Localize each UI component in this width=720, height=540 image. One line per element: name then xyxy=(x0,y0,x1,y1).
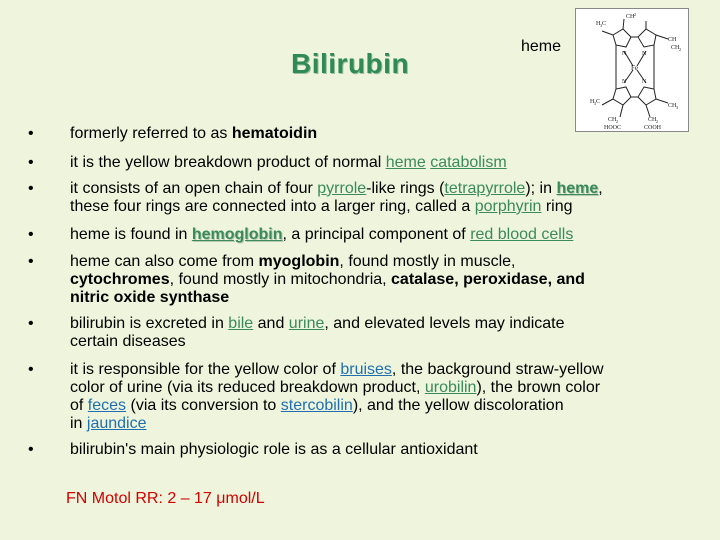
link-bile[interactable]: bile xyxy=(228,315,254,332)
svg-text:CH: CH xyxy=(668,103,677,109)
bullet-marker: • xyxy=(28,361,34,378)
link-urobilin[interactable]: urobilin xyxy=(424,379,477,396)
link-feces[interactable]: feces xyxy=(87,397,127,414)
link-heme-bold[interactable]: heme xyxy=(556,180,599,197)
svg-text:2: 2 xyxy=(679,47,681,52)
bullet-marker: • xyxy=(28,180,34,197)
link-catabolism[interactable]: catabolism xyxy=(430,154,507,171)
bullet-marker: • xyxy=(28,125,34,142)
svg-text:CH: CH xyxy=(671,45,680,51)
term-myoglobin: myoglobin xyxy=(258,253,340,270)
heme-label: heme xyxy=(521,38,562,55)
link-hemoglobin[interactable]: hemoglobin xyxy=(191,226,283,243)
link-stercobilin[interactable]: stercobilin xyxy=(280,397,353,414)
bullet-marker: • xyxy=(28,253,34,270)
link-heme[interactable]: heme xyxy=(385,154,426,171)
svg-text:H: H xyxy=(596,21,601,27)
term-enzymes: catalase, peroxidase, and xyxy=(391,271,585,288)
svg-text:Fe: Fe xyxy=(631,64,638,72)
svg-text:H: H xyxy=(590,99,595,105)
svg-text:HOOC: HOOC xyxy=(604,125,622,131)
bullet-marker: • xyxy=(28,226,34,243)
svg-text:3: 3 xyxy=(594,101,596,106)
link-urine[interactable]: urine xyxy=(288,315,325,332)
svg-text:2: 2 xyxy=(656,119,658,124)
term-nos: nitric oxide synthase xyxy=(70,289,230,306)
svg-text:2: 2 xyxy=(634,12,636,17)
link-bruises[interactable]: bruises xyxy=(340,361,392,378)
bullet-marker: • xyxy=(28,315,34,332)
page-title: Bilirubin xyxy=(291,48,410,79)
svg-text:N: N xyxy=(642,51,647,57)
heme-structure-image xyxy=(575,8,689,132)
link-tetrapyrrole[interactable]: tetrapyrrole xyxy=(444,180,526,197)
link-porphyrin[interactable]: porphyrin xyxy=(474,198,542,215)
svg-text:CH: CH xyxy=(668,37,677,43)
footnote-reference-range: FN Motol RR: 2 – 17 μmol/L xyxy=(66,490,265,507)
svg-text:3: 3 xyxy=(600,23,602,28)
svg-text:3: 3 xyxy=(676,105,678,110)
link-pyrrole[interactable]: pyrrole xyxy=(317,180,367,197)
svg-text:C: C xyxy=(596,99,601,105)
term-hematoidin: hematoidin xyxy=(231,125,318,142)
link-jaundice[interactable]: jaundice xyxy=(86,415,147,432)
svg-text:CH: CH xyxy=(648,117,657,123)
bullet-marker: • xyxy=(28,154,34,171)
svg-text:N: N xyxy=(622,79,627,85)
link-red-blood-cells[interactable]: red blood cells xyxy=(470,226,574,243)
svg-text:CH: CH xyxy=(626,14,635,20)
svg-text:N: N xyxy=(642,79,647,85)
term-cytochromes: cytochromes xyxy=(70,271,170,288)
svg-text:CH: CH xyxy=(608,117,617,123)
bullet-marker: • xyxy=(28,441,34,458)
svg-text:COOH: COOH xyxy=(644,125,662,131)
svg-text:N: N xyxy=(622,51,627,57)
svg-text:C: C xyxy=(602,21,607,27)
svg-text:2: 2 xyxy=(616,119,618,124)
